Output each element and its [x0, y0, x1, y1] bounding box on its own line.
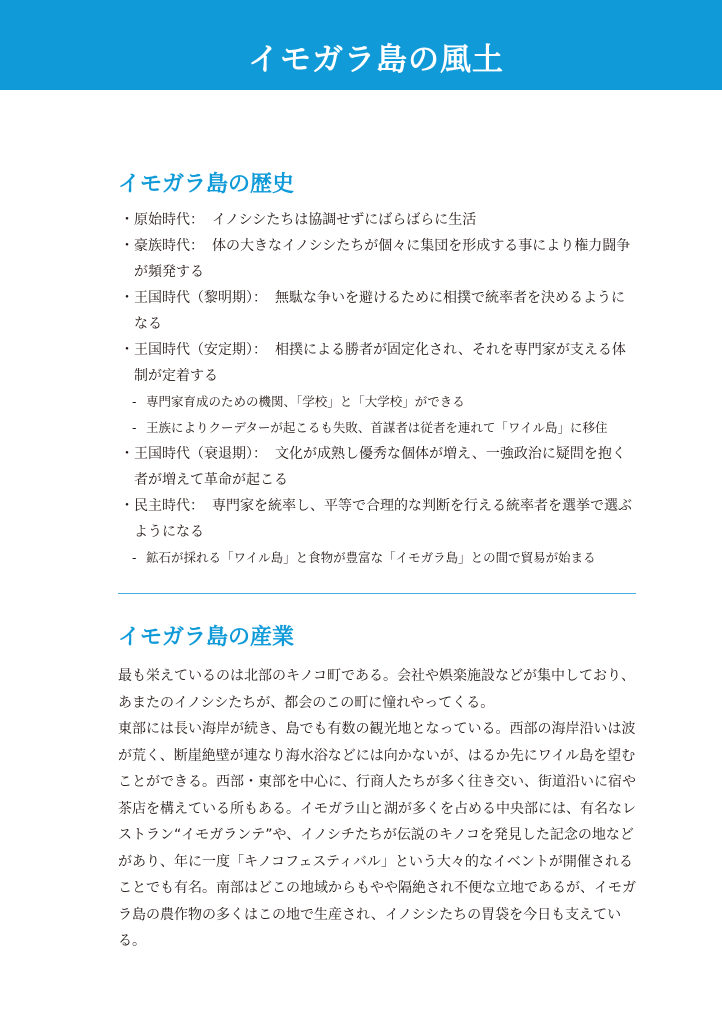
history-item [118, 337, 638, 389]
bullet-marker: ・ [120, 498, 134, 514]
sub-marker: - [132, 550, 137, 565]
history-item [118, 441, 638, 493]
bullet-marker: ・ [120, 446, 134, 462]
sub-marker: - [132, 394, 137, 409]
history-subitem [118, 545, 638, 571]
bullet-marker: ・ [120, 290, 134, 306]
era-label: 王国時代（安定期）： [134, 342, 267, 358]
era-label: 豪族時代： [134, 238, 204, 254]
era-description: 文化が成熟し優秀な個体が増え、一強政治に疑問を抱く者が増えて革命が起こる [134, 446, 626, 488]
era-label: 王国時代（黎明期）： [134, 290, 267, 306]
history-subitem [118, 389, 638, 415]
era-description: 無駄な争いを避けるために相撲で統率者を決めるようになる [134, 290, 625, 332]
history-title: イモガラ島の歴史 [118, 172, 295, 197]
era-description: イノシシたちは協調せずにばらばらに生活 [212, 212, 477, 228]
industry-paragraph: 最も栄えているのは北部のキノコ町である。会社や娯楽施設などが集中しており、あまたのイノシシたちが、都会のこの町に憧れやってくる。 [118, 668, 636, 711]
history-item [118, 493, 638, 545]
sub-marker: - [132, 420, 137, 435]
page-title: イモガラ島の風土 [248, 42, 504, 78]
industry-paragraph: 東部には長い海岸が続き、島でも有数の観光地となっている。西部の海岸沿いは波が荒く、断崖絶壁が連なり海水浴などには向かないが、はるか先にワイル島を望むことができる。西部・東部を中心に、行商人たちが多く往き交い、街道沿いに宿や茶店を構えている所もある。イモガラ山と湖が多くを占める中央部には、有名なレストラン“イモガランテ”や、イノシチたちが伝説のキノコを発見した記念の地などがあり、年に一度「キノコフェスティバル」という大々的なイベントが開催されることでも有名。南部はどこの地域からもやや隔絶され不便な立地であるが、イモガラ島の農作物の多くはこの地で生産され、イノシシたちの胃袋を今日も支えている。 [118, 721, 636, 949]
bullet-marker: ・ [120, 238, 134, 254]
era-description: 専門家を統率し、平等で合理的な判断を行える統率者を選挙で選ぶようになる [134, 498, 632, 540]
era-label: 民主時代： [134, 498, 204, 514]
era-label: 王国時代（衰退期）： [134, 446, 267, 462]
subitem-text: 王族によりクーデターが起こるも失敗、首謀者は従者を連れて「ワイル島」に移住 [146, 420, 608, 435]
history-item [118, 233, 638, 285]
section-divider [118, 593, 636, 594]
industry-title: イモガラ島の産業 [118, 625, 295, 650]
history-subitem [118, 415, 638, 441]
era-label: 原始時代： [134, 212, 204, 228]
history-section [118, 170, 638, 571]
history-item [118, 285, 638, 337]
industry-body [118, 663, 638, 955]
history-item [118, 207, 638, 233]
era-description: 体の大きなイノシシたちが個々に集団を形成する事により権力闘争が頻発する [134, 238, 631, 280]
era-description: 相撲による勝者が固定化され、それを専門家が支える体制が定着する [134, 342, 626, 384]
page-header [0, 0, 722, 90]
subitem-text: 専門家育成のための機関、「学校」と「大学校」ができる [146, 394, 465, 409]
bullet-marker: ・ [120, 212, 134, 228]
history-list [118, 207, 638, 571]
subitem-text: 鉱石が採れる「ワイル島」と食物が豊富な「イモガラ島」との間で貿易が始まる [146, 550, 596, 565]
bullet-marker: ・ [120, 342, 134, 358]
industry-section [118, 623, 638, 955]
